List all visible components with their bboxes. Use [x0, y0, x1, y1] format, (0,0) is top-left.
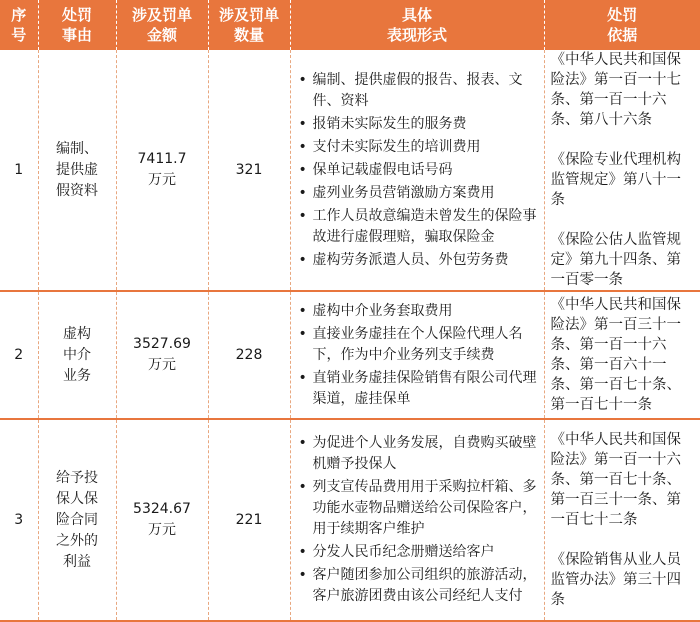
- list-item: • 工作人员故意编造未曾发生的保险事故进行虚假理赔，骗取保险金: [295, 206, 538, 248]
- row-forms: [290, 419, 544, 621]
- table-row: [0, 291, 700, 419]
- row-forms: [290, 291, 544, 419]
- header-amount: 涉及罚单 金额: [116, 0, 208, 50]
- list-item: • 直接业务虚挂在个人保险代理人名下，作为中介业务列支手续费: [295, 324, 538, 366]
- row-reason: 编制、 提供虚 假资料: [38, 50, 116, 291]
- list-item: • 为促进个人业务发展，自费购买破壁机赠予投保人: [295, 433, 538, 475]
- table-row: [0, 50, 700, 291]
- row-no: 3: [0, 419, 38, 621]
- list-item: • 直销业务虚挂保险销售有限公司代理渠道，虚挂保单: [295, 368, 538, 410]
- list-item: • 分发人民币纪念册赠送给客户: [295, 542, 538, 563]
- list-item: • 支付未实际发生的培训费用: [295, 137, 538, 158]
- row-count: 321: [208, 50, 290, 291]
- header-basis: 处罚 依据: [544, 0, 700, 50]
- header-reason: 处罚 事由: [38, 0, 116, 50]
- list-item: • 编制、提供虚假的报告、报表、文件、资料: [295, 70, 538, 112]
- list-item: • 列支宣传品费用用于采购拉杆箱、多功能水壶物品赠送给公司保险客户，用于续期客户维护: [295, 477, 538, 540]
- header-no: 序 号: [0, 0, 38, 50]
- list-item: • 虚列业务员营销激励方案费用: [295, 183, 538, 204]
- row-no: 2: [0, 291, 38, 419]
- row-amount: 5324.67 万元: [116, 419, 208, 621]
- row-amount: 3527.69 万元: [116, 291, 208, 419]
- header-count: 涉及罚单 数量: [208, 0, 290, 50]
- header-forms: 具体 表现形式: [290, 0, 544, 50]
- row-count: 228: [208, 291, 290, 419]
- row-basis: 《中华人民共和国保险法》第一百三十一条、第一百一十六条、第一百六十一条、第一百七十条、第一百七十一条: [544, 291, 700, 419]
- list-item: • 虚构中介业务套取费用: [295, 301, 538, 322]
- list-item: • 报销未实际发生的服务费: [295, 114, 538, 135]
- list-item: • 保单记载虚假电话号码: [295, 160, 538, 181]
- row-forms: [290, 50, 544, 291]
- row-basis: 《中华人民共和国保险法》第一百一十六条、第一百七十条、第一百三十一条、第一百七十二条 《保险销售从业人员监管办法》第三十四条: [544, 419, 700, 621]
- row-count: 221: [208, 419, 290, 621]
- row-basis: 《中华人民共和国保险法》第一百一十七条、第一百一十六条、第八十六条 《保险专业代理机构监管规定》第八十一条 《保险公估人监管规定》第九十四条、第一百零一条: [544, 50, 700, 291]
- row-no: 1: [0, 50, 38, 291]
- row-amount: 7411.7 万元: [116, 50, 208, 291]
- header-row: [0, 0, 700, 50]
- list-item: • 客户随团参加公司组织的旅游活动，客户旅游团费由该公司经纪人支付: [295, 565, 538, 607]
- row-reason: 虚构 中介 业务: [38, 291, 116, 419]
- table-row: [0, 419, 700, 621]
- row-reason: 给予投 保人保 险合同 之外的 利益: [38, 419, 116, 621]
- list-item: • 虚构劳务派遣人员、外包劳务费: [295, 250, 538, 271]
